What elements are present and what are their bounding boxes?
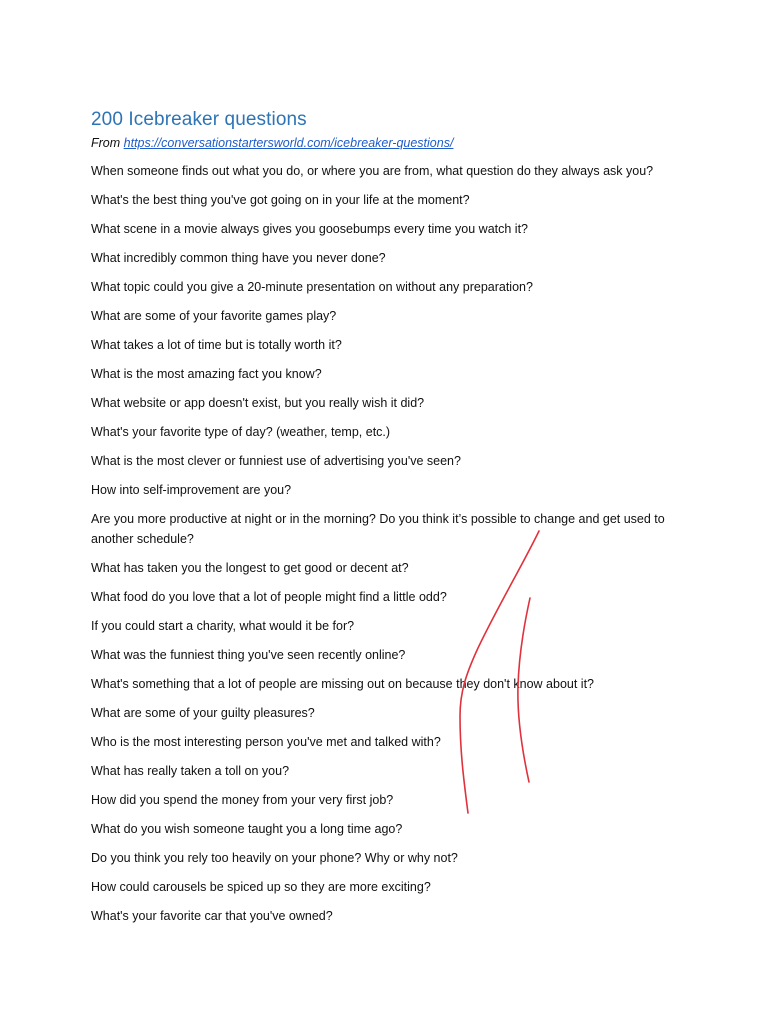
source-link[interactable]: https://conversationstartersworld.com/icebreaker-questions/: [123, 136, 454, 150]
list-item: What takes a lot of time but is totally worth it?: [91, 338, 342, 352]
list-item: What do you wish someone taught you a long time ago?: [91, 821, 403, 836]
list-item: What's something that a lot of people are missing out on because they don't know about it?: [91, 676, 594, 691]
list-item: What food do you love that a lot of people might find a little odd?: [91, 589, 447, 604]
list-item: What has taken you the longest to get good or decent at?: [91, 560, 409, 575]
list-item: What website or app doesn't exist, but you really wish it did?: [91, 396, 425, 410]
list-item: What's your favorite car that you've owned?: [91, 908, 333, 923]
list-item: Are you more productive at night or in the morning? Do you think it’s possible to change and get used to another schedule?: [91, 512, 665, 546]
list-item: Do you think you rely too heavily on your phone? Why or why not?: [91, 850, 458, 865]
source-prefix: From: [91, 136, 121, 150]
list-item: How could carousels be spiced up so they are more exciting?: [91, 879, 431, 894]
question-list: [91, 162, 691, 936]
list-item: What are some of your guilty pleasures?: [91, 705, 315, 720]
list-item: What has really taken a toll on you?: [91, 763, 290, 778]
list-item: What is the most clever or funniest use of advertising you've seen?: [91, 454, 461, 468]
list-item: What is the most amazing fact you know?: [91, 367, 322, 381]
list-item: What incredibly common thing have you never done?: [91, 251, 386, 265]
list-item: How into self-improvement are you?: [91, 483, 292, 497]
list-item: What topic could you give a 20-minute presentation on without any preparation?: [91, 280, 533, 294]
list-item: If you could start a charity, what would it be for?: [91, 618, 355, 633]
list-item: What was the funniest thing you've seen recently online?: [91, 647, 406, 662]
source-line: [91, 136, 453, 150]
list-item: What scene in a movie always gives you goosebumps every time you watch it?: [91, 222, 529, 236]
list-item: What are some of your favorite games play?: [91, 309, 337, 323]
list-item: How did you spend the money from your very first job?: [91, 792, 394, 807]
list-item: Who is the most interesting person you've met and talked with?: [91, 734, 441, 749]
list-item: What's the best thing you've got going on in your life at the moment?: [91, 193, 470, 207]
document-title: 200 Icebreaker questions: [91, 109, 307, 130]
list-item: What's your favorite type of day? (weather, temp, etc.): [91, 425, 391, 439]
list-item: When someone finds out what you do, or where you are from, what question do they always ask you?: [91, 164, 654, 178]
